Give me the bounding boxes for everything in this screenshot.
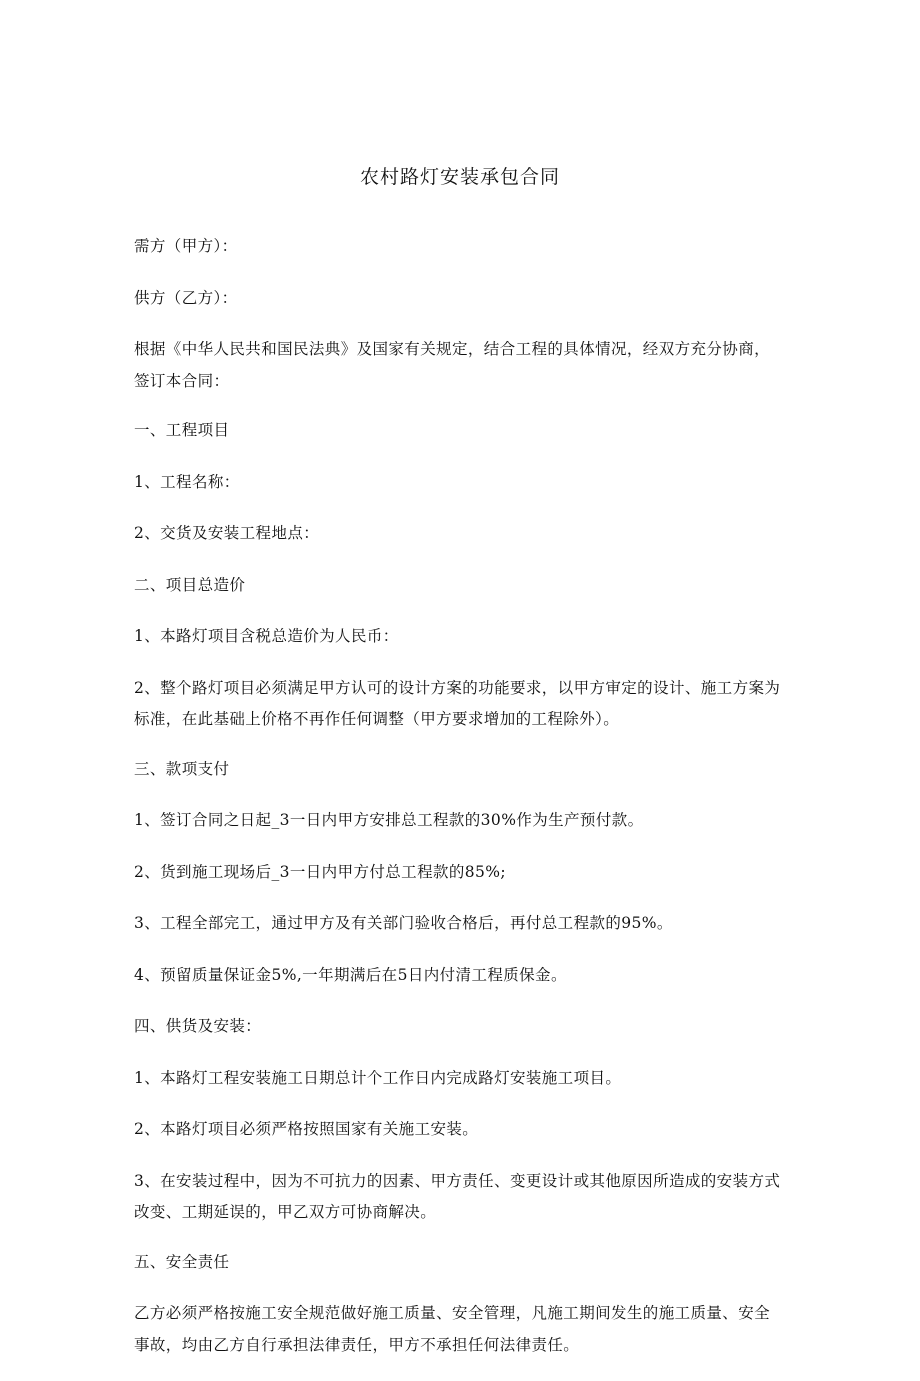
preamble-paragraph: 根据《中华人民共和国民法典》及国家有关规定，结合工程的具体情况，经双方充分协商，签订本合同： — [134, 340, 771, 390]
clause-paragraph: 4、预留质量保证金5%,一年期满后在5日内付清工程质保金。 — [134, 965, 567, 984]
clause-paragraph: 2、货到施工现场后_3一日内甲方付总工程款的85%; — [134, 862, 507, 881]
party-a-line: 需方（甲方）： — [134, 237, 238, 255]
section-heading: 三、款项支付 — [134, 759, 230, 778]
clause-paragraph: 1、本路灯项目含税总造价为人民币： — [134, 627, 399, 645]
clause-paragraph: 3、在安装过程中，因为不可抗力的因素、甲方责任、变更设计或其他原因所造成的安装方式改变、工期延误的，甲乙双方可协商解决。 — [134, 1171, 781, 1221]
clause-paragraph: 1、签订合同之日起_3一日内甲方安排总工程款的30%作为生产预付款。 — [134, 811, 644, 829]
clause-paragraph: 2、本路灯项目必须严格按照国家有关施工安装。 — [134, 1120, 479, 1138]
clause-paragraph: 1、本路灯工程安装施工日期总计个工作日内完成路灯安装施工项目。 — [134, 1068, 622, 1087]
section-heading: 二、项目总造价 — [134, 575, 246, 594]
clause-paragraph: 1、工程名称： — [134, 472, 240, 491]
clause-paragraph: 2、交货及安装工程地点： — [134, 524, 320, 542]
clause-paragraph: 乙方必须严格按施工安全规范做好施工质量、安全管理，凡施工期间发生的施工质量、安全事故，均由乙方自行承担法律责任，甲方不承担任何法律责任。 — [134, 1304, 771, 1354]
section-heading: 五、安全责任 — [134, 1252, 230, 1271]
party-b-line: 供方（乙方）： — [134, 288, 238, 307]
section-heading: 四、供货及安装： — [134, 1017, 262, 1035]
document-body — [134, 231, 784, 1381]
clause-paragraph: 2、整个路灯项目必须满足甲方认可的设计方案的功能要求，以甲方审定的设计、施工方案为标准，在此基础上价格不再作任何调整（甲方要求增加的工程除外）。 — [134, 678, 781, 728]
section-heading: 一、工程项目 — [134, 421, 230, 439]
document-title: 农村路灯安装承包合同 — [359, 166, 560, 188]
clause-paragraph: 3、工程全部完工，通过甲方及有关部门验收合格后，再付总工程款的95%。 — [134, 914, 673, 932]
